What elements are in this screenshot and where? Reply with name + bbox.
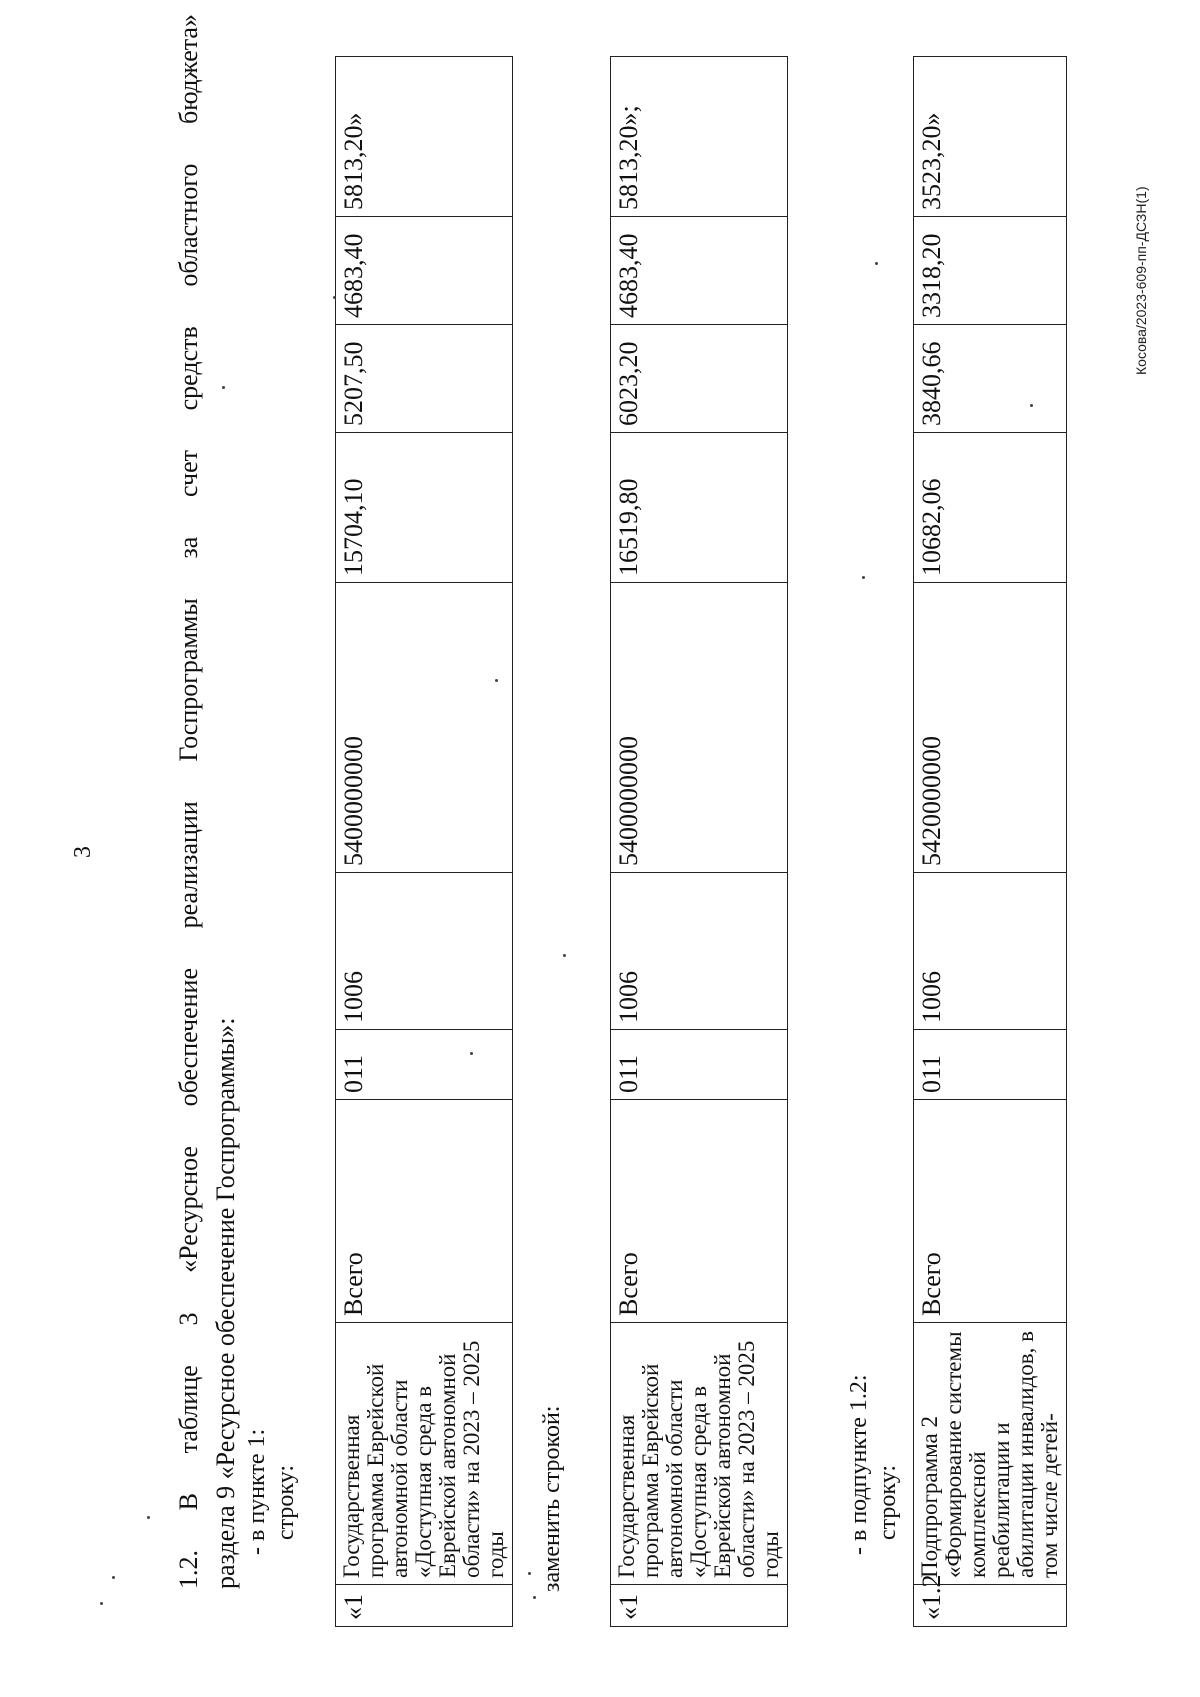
scan-speck <box>470 1052 473 1055</box>
grbs-code-cell: 011 <box>336 1030 513 1100</box>
new-row-table <box>610 56 788 1627</box>
instruction-row-label: строку: <box>273 1464 299 1540</box>
paragraph-word: Госпрограммы <box>174 598 203 762</box>
table-row <box>914 57 1067 1627</box>
row-number-cell: «1 <box>611 1585 788 1627</box>
scan-speck <box>1030 404 1033 407</box>
table-row <box>611 57 788 1627</box>
scan-speck <box>495 679 498 682</box>
paragraph-word: обеспечение <box>174 967 203 1107</box>
grbs-code-cell: 011 <box>611 1030 788 1100</box>
year-2024-cell: 4683,40 <box>611 217 788 325</box>
scan-speck <box>533 1596 536 1599</box>
scan-speck <box>100 1602 103 1605</box>
instruction-row-label: строку: <box>875 1464 901 1540</box>
scan-speck <box>147 1516 150 1519</box>
row-number-cell: «1 <box>336 1585 513 1627</box>
year-2024-cell: 3318,20 <box>914 217 1067 325</box>
scan-speck <box>112 1576 115 1579</box>
row-number-cell: «1.2 <box>914 1585 1067 1627</box>
year-2025-cell: 5813,20»; <box>611 57 788 217</box>
scan-speck <box>333 296 336 299</box>
document-id-footer: Косова/2023-609-пп-ДСЗН(1) <box>1133 186 1149 375</box>
paragraph-word: за <box>174 536 203 559</box>
paragraph-word: таблице <box>174 1365 203 1454</box>
section-code-cell: 1006 <box>336 873 513 1030</box>
paragraph-word: «Ресурсное <box>174 1146 203 1273</box>
year-2023-cell: 6023,20 <box>611 325 788 433</box>
scan-speck <box>222 386 225 389</box>
total-amount-cell: 15704,10 <box>336 433 513 583</box>
scan-speck <box>862 576 865 579</box>
old-row-table <box>335 56 513 1627</box>
year-2023-cell: 5207,50 <box>336 325 513 433</box>
scan-speck <box>528 1572 531 1575</box>
program-name-cell: Государственная программа Еврейской автономной области «Доступная среда в Еврейской автономной области» на 2023 – 2025 годы <box>611 1323 788 1585</box>
total-amount-cell: 16519,80 <box>611 433 788 583</box>
grbs-code-cell: 011 <box>914 1030 1067 1100</box>
paragraph-word: бюджета» <box>174 14 203 124</box>
paragraph-word: счет <box>174 450 203 498</box>
year-2023-cell: 3840,66 <box>914 325 1067 433</box>
funding-source-cell: Всего <box>611 1100 788 1323</box>
year-2025-cell: 5813,20» <box>336 57 513 217</box>
program-name-cell: Государственная программа Еврейской автономной области «Доступная среда в Еврейской автономной области» на 2023 – 2025 годы <box>336 1323 513 1585</box>
paragraph-word: В <box>174 1493 203 1511</box>
target-article-cell: 5420000000 <box>914 583 1067 873</box>
funding-source-cell: Всего <box>336 1100 513 1323</box>
target-article-cell: 5400000000 <box>611 583 788 873</box>
paragraph-word: средств <box>174 326 203 411</box>
instruction-in-item-1: - в пункте 1: <box>244 1428 270 1555</box>
paragraph-word: 1.2. <box>174 1550 203 1589</box>
year-2024-cell: 4683,40 <box>336 217 513 325</box>
section-code-cell: 1006 <box>611 873 788 1030</box>
scan-speck <box>563 954 566 957</box>
instruction-in-subitem-1-2: - в подпункте 1.2: <box>846 1374 872 1555</box>
paragraph-word: реализации <box>174 801 203 929</box>
target-article-cell: 5400000000 <box>336 583 513 873</box>
section-code-cell: 1006 <box>914 873 1067 1030</box>
scan-speck <box>875 262 878 265</box>
paragraph-word: 3 <box>174 1312 203 1326</box>
total-amount-cell: 10682,06 <box>914 433 1067 583</box>
paragraph-line-1 <box>173 14 205 1589</box>
table-row <box>336 57 513 1627</box>
page-number: 3 <box>70 846 96 858</box>
paragraph-line-2: раздела 9 «Ресурсное обеспечение Госпрограммы»: <box>211 1017 240 1589</box>
program-name-cell: Подпрограмма 2 «Формирование системы комплексной реабилитации и абилитации инвалидов, в том числе детей- <box>914 1323 1067 1585</box>
subprogram-row-table <box>913 56 1067 1627</box>
year-2025-cell: 3523,20» <box>914 57 1067 217</box>
paragraph-word: областного <box>174 163 203 287</box>
funding-source-cell: Всего <box>914 1100 1067 1323</box>
instruction-replace-with: заменить строкой: <box>539 1405 565 1592</box>
